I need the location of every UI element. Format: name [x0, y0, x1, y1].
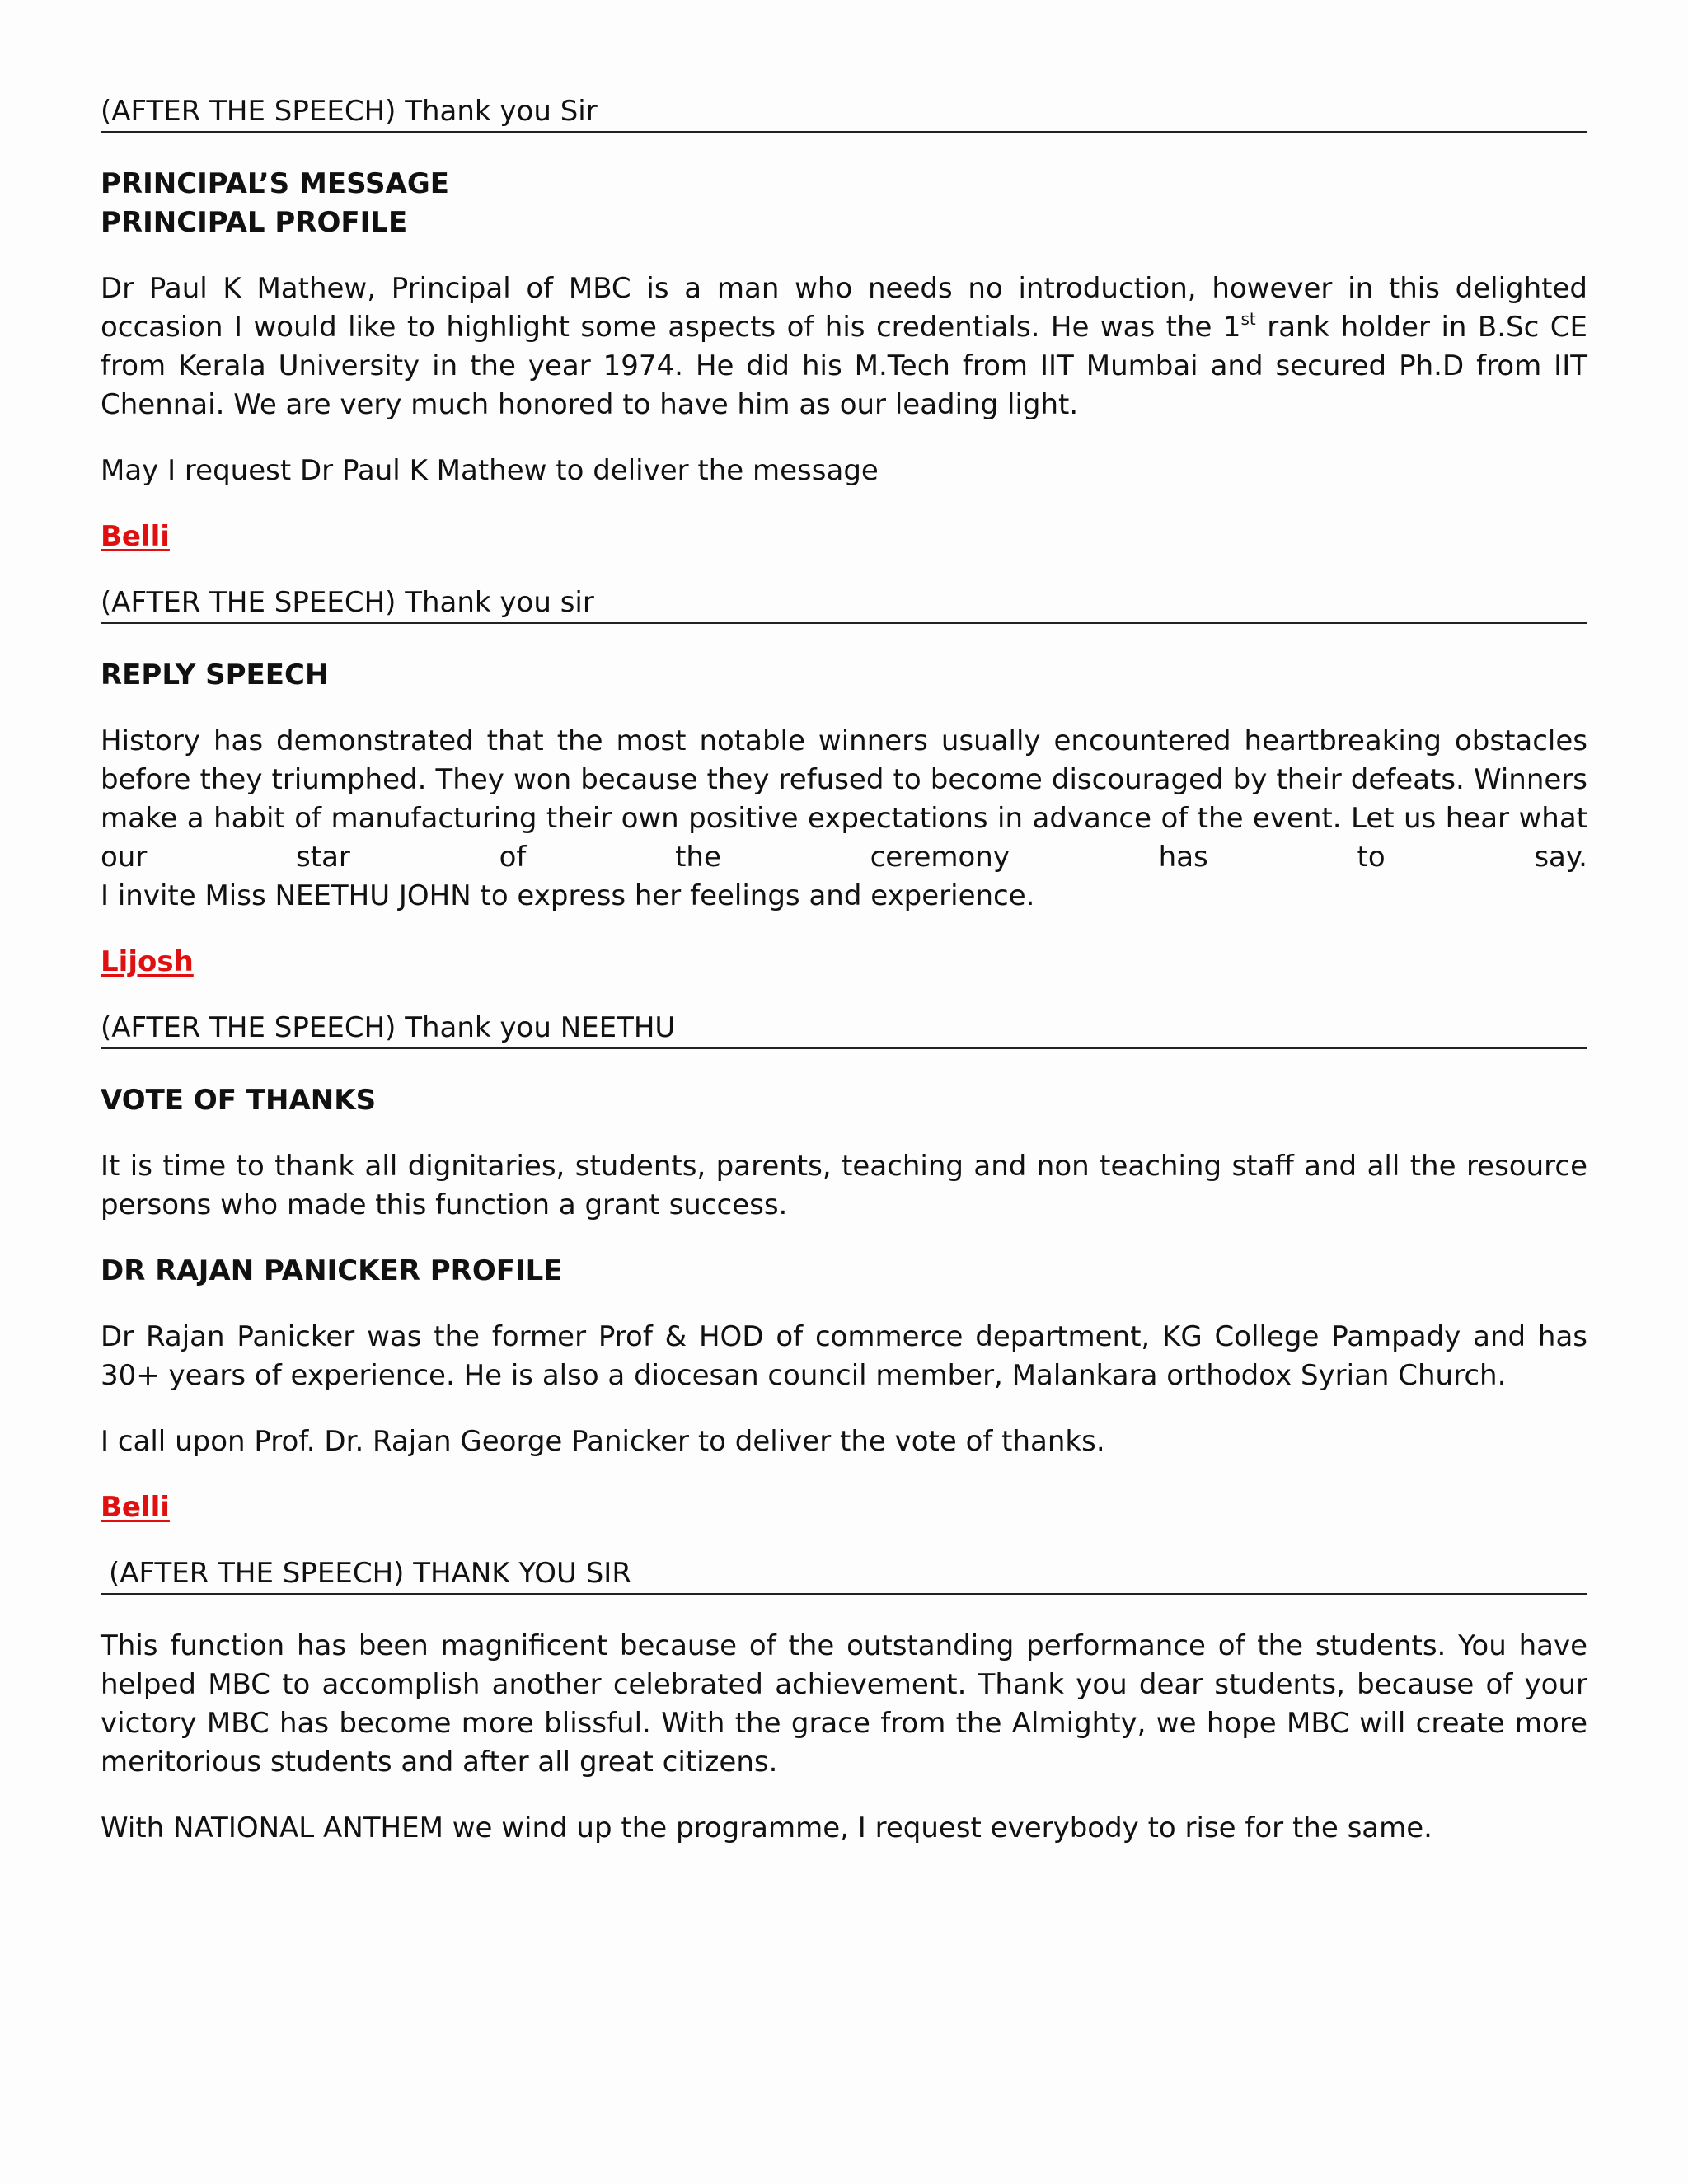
principal-profile-text-a: Dr Paul K Mathew, Principal of MBC is a man who needs no introduction, however in this delighted occasion I would like to highlight some aspects of his credentials. He was the 1: [101, 272, 1587, 344]
spread-word: ceremony: [870, 841, 1010, 874]
closing-paragraph: This function has been magnificent because of the outstanding performance of the students. You have helped MBC to accomplish another celebrated achievement. Thank you dear students, because of your victory MBC has become more blissful. With the grace from the Almighty, we hope MBC will create more meritorious students and after all great citizens.: [101, 1629, 1587, 1779]
principal-request: May I request Dr Paul K Mathew to deliver the message: [101, 454, 879, 487]
spread-word: say.: [1534, 841, 1587, 874]
speaker-name-2: Lijosh: [101, 945, 194, 978]
reply-speech-invite: I invite Miss NEETHU JOHN to express her feelings and experience.: [101, 879, 1035, 912]
rank-superscript: st: [1240, 309, 1256, 329]
principal-profile-paragraph: [101, 269, 1587, 424]
spread-word: to: [1357, 841, 1386, 874]
vote-of-thanks-paragraph: It is time to thank all dignitaries, students, parents, teaching and non teaching staff and all the resource persons who made this function a grant success.: [101, 1150, 1587, 1221]
after-speech-line-3: (AFTER THE SPEECH) Thank you NEETHU: [101, 1009, 1587, 1049]
reply-speech-text: History has demonstrated that the most notable winners usually encountered heartbreaking obstacles before they triumphed. They won because they refused to become discouraged by their defeats. Winners make a habit of manufacturing their own positive expectations in advance of the event. Let us hear what: [101, 724, 1587, 835]
spread-word: our: [101, 841, 148, 874]
principal-message-heading: PRINCIPAL’S MESSAGE: [101, 167, 449, 200]
spread-word: star: [296, 841, 350, 874]
spread-word: has: [1158, 841, 1208, 874]
principal-heading-block: [101, 165, 1587, 242]
vote-of-thanks-heading: VOTE OF THANKS: [101, 1084, 377, 1117]
rajan-profile-paragraph: Dr Rajan Panicker was the former Prof & HOD of commerce department, KG College Pampady and has 30+ years of experience. He is also a diocesan council member, Malankara orthodox Syrian Church.: [101, 1320, 1587, 1392]
after-speech-line-2: (AFTER THE SPEECH) Thank you sir: [101, 583, 1587, 624]
after-speech-line-1: (AFTER THE SPEECH) Thank you Sir: [101, 92, 1587, 133]
reply-speech-heading: REPLY SPEECH: [101, 658, 329, 691]
after-speech-line-4: (AFTER THE SPEECH) THANK YOU SIR: [101, 1554, 1587, 1595]
reply-speech-spread-line: [101, 838, 1587, 877]
speaker-name-1: Belli: [101, 520, 170, 553]
principal-profile-text-b: rank holder in B.Sc CE from Kerala University in the year 1974. He did his M.Tech from IIT Mumbai and secured Ph.D from IIT Chennai. We are very much honored to have him as our leading light.: [101, 311, 1587, 421]
principal-profile-heading: PRINCIPAL PROFILE: [101, 206, 408, 239]
spread-word: the: [675, 841, 721, 874]
rajan-profile-heading: DR RAJAN PANICKER PROFILE: [101, 1254, 563, 1287]
rajan-call-paragraph: I call upon Prof. Dr. Rajan George Panicker to deliver the vote of thanks.: [101, 1425, 1105, 1458]
speaker-name-3: Belli: [101, 1491, 170, 1524]
anthem-paragraph: With NATIONAL ANTHEM we wind up the programme, I request everybody to rise for the same.: [101, 1811, 1432, 1844]
spread-word: of: [499, 841, 527, 874]
reply-speech-paragraph: [101, 722, 1587, 916]
